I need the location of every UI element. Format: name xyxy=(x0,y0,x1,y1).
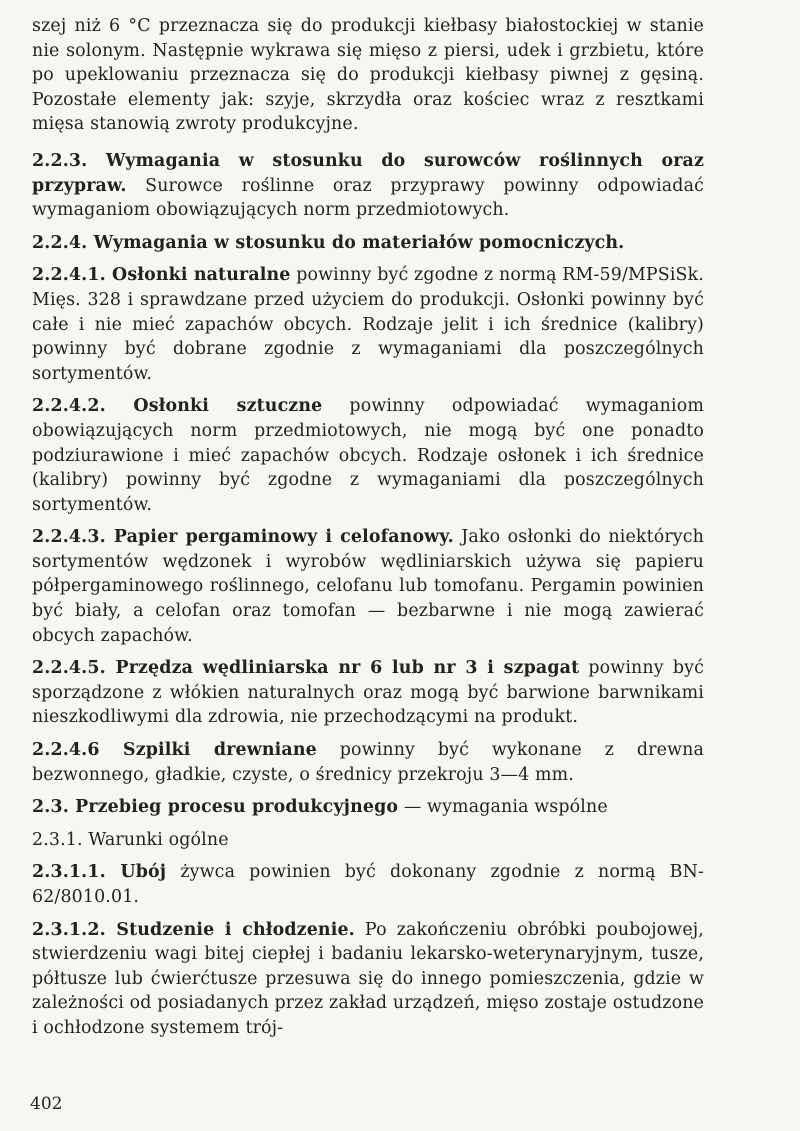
section-2-2-4-6 xyxy=(32,738,704,787)
section-heading: 2.2.4.2. Osłonki sztuczne xyxy=(32,396,323,417)
section-heading: 2.3.1.1. Ubój xyxy=(32,862,167,883)
section-2-3-1-1 xyxy=(32,860,704,909)
section-2-3 xyxy=(32,795,704,820)
section-text: powinny być zgodne z normą RM-59/MPSiSk. Mięs. 328 i sprawdzane przed użyciem do produkcji. Osłonki powinny być całe i nie mieć zapachów obcych. Rodzaje jelit i ich średnice (kalibry) powinny być dobrane zgodnie z wymaganiami dla poszczególnych sortymentów. xyxy=(32,265,704,384)
section-text: powinny odpowiadać wymaganiom obowiązujących norm przedmiotowych, nie mogą być one ponadto podziurawione i mieć zapachów obcych. Rodzaje osłonek i ich średnice (kalibry) powinny być zgodne z wymaganiami dla poszczególnych sortymentów. xyxy=(32,396,704,515)
section-text: powinny być wykonane z drewna bezwonnego, gładkie, czyste, o średnicy przekroju 3—4 mm. xyxy=(32,740,704,785)
page-number: 402 xyxy=(30,1094,63,1114)
section-text: Jako osłonki do niektórych sortymentów wędzonek i wyrobów wędliniarskich używa się papieru półpergaminowego roślinnego, celofanu lub tomofanu. Pergamin powinien być biały, a celofan oraz tomofan — bezbarwne i nie mogą zawierać obcych zapachów. xyxy=(32,527,705,646)
section-2-2-3 xyxy=(32,149,704,223)
continuation-paragraph xyxy=(32,14,704,137)
section-2-2-4 xyxy=(32,231,704,256)
section-2-2-4-2 xyxy=(32,394,704,517)
section-text: żywca powinien być dokonany zgodnie z normą BN-62/8010.01. xyxy=(32,862,704,907)
section-heading: 2.3. Przebieg procesu produkcyjnego xyxy=(32,797,399,818)
section-heading: 2.3.1. Warunki ogólne xyxy=(32,829,229,850)
section-heading: 2.2.4.1. Osłonki naturalne xyxy=(32,265,291,286)
section-2-2-4-5 xyxy=(32,656,704,730)
section-heading: 2.2.4.5. Przędza wędliniarska nr 6 lub nr 3 i szpagat xyxy=(32,658,580,679)
section-heading: 2.2.3. Wymagania w stosunku do surowców roślinnych oraz przypraw. xyxy=(32,150,704,196)
section-2-2-4-1 xyxy=(32,263,704,386)
section-text: Po zakończeniu obróbki poubojowej, stwierdzeniu wagi bitej ciepłej i badaniu lekarsko-weterynaryjnym, tusze, półtusze lub ćwierćtusze przesuwa się do innego pomieszczenia, gdzie w zależności od posiadanych przez zakład urządzeń, mięso zostaje ostudzone i ochłodzone systemem trój- xyxy=(32,919,704,1038)
section-heading: 2.2.4.3. Papier pergaminowy i celofanowy. xyxy=(32,527,454,548)
continuation-text: szej niż 6 °C przeznacza się do produkcji kiełbasy białostockiej w stanie nie solonym. Następnie wykrawa się mięso z piersi, udek i grzbietu, które po upeklowaniu przeznacza się do produkcji kiełbasy piwnej z gęsiną. Pozostałe elementy jak: szyje, skrzydła oraz kościec wraz z resztkami mięsa stanowią zwroty produkcyjne. xyxy=(32,16,704,135)
section-text: Surowce roślinne oraz przyprawy powinny odpowiadać wymaganiom obowiązujących norm przedmiotowych. xyxy=(32,175,704,221)
section-text: powinny być sporządzone z włókien naturalnych oraz mogą być barwione barwnikami nieszkodliwymi dla zdrowia, nie przechodzącymi na produkt. xyxy=(32,658,705,728)
section-heading: 2.2.4.6 Szpilki drewniane xyxy=(32,740,317,761)
section-text: — wymagania wspólne xyxy=(398,797,608,818)
section-2-3-1-2 xyxy=(32,918,704,1041)
section-heading: 2.3.1.2. Studzenie i chłodzenie. xyxy=(32,919,355,940)
section-2-2-4-3 xyxy=(32,525,704,648)
section-heading: 2.2.4. Wymagania w stosunku do materiałów pomocniczych. xyxy=(32,232,625,253)
section-2-3-1 xyxy=(32,828,704,853)
